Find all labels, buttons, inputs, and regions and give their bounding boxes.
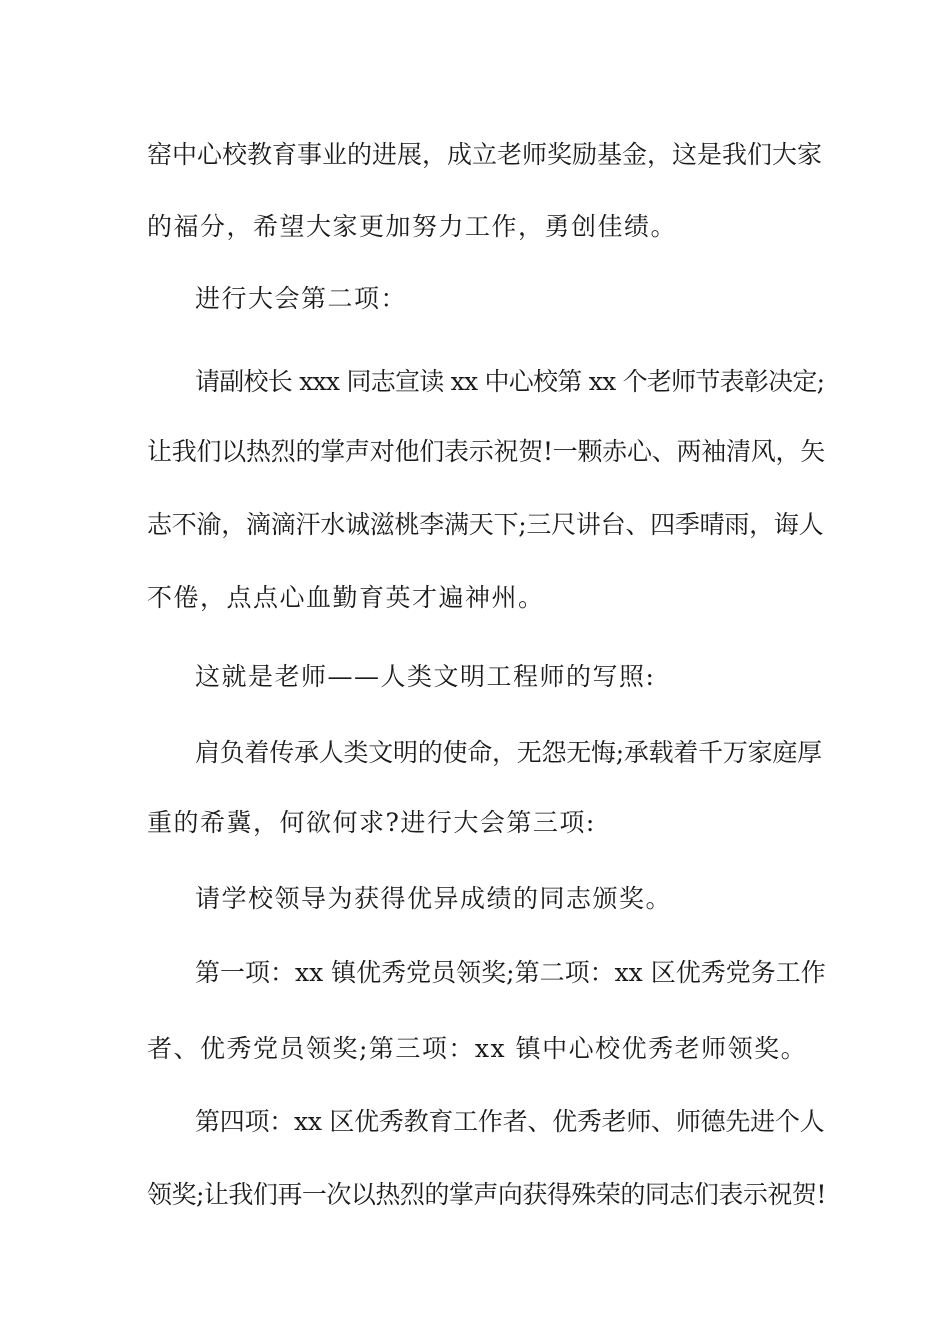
text-line: 窑中心校教育事业的进展，成立老师奖励基金，这是我们大家 bbox=[147, 140, 823, 169]
text-line: 第四项：xx 区优秀教育工作者、优秀老师、师德先进个人 bbox=[195, 1107, 825, 1136]
text-line: 不倦，点点心血勤育英才遍神州。 bbox=[147, 583, 545, 612]
text-line: 者、优秀党员领奖;第三项：xx 镇中心校优秀老师领奖。 bbox=[147, 1034, 808, 1063]
text-line: 重的希冀，何欲何求?进行大会第三项: bbox=[147, 808, 596, 837]
text-line: 让我们以热烈的掌声对他们表示祝贺!一颗赤心、两袖清风，矢 bbox=[147, 437, 826, 466]
text-line: 请副校长 xxx 同志宣读 xx 中心校第 xx 个老师节表彰决定; bbox=[195, 367, 825, 396]
text-line: 请学校领导为获得优异成绩的同志颁奖。 bbox=[195, 884, 673, 913]
text-line: 这就是老师——人类文明工程师的写照: bbox=[195, 662, 656, 691]
paragraph-heading: 进行大会第二项： bbox=[195, 284, 408, 313]
text-line: 领奖;让我们再一次以热烈的掌声向获得殊荣的同志们表示祝贺! bbox=[147, 1180, 826, 1209]
text-line: 的福分，希望大家更加努力工作，勇创佳绩。 bbox=[147, 212, 678, 241]
text-line: 肩负着传承人类文明的使命，无怨无悔;承载着千万家庭厚 bbox=[195, 738, 822, 767]
text-line: 第一项：xx 镇优秀党员领奖;第二项：xx 区优秀党务工作 bbox=[195, 958, 826, 987]
text-line: 志不渝，滴滴汗水诚滋桃李满天下;三尺讲台、四季晴雨，诲人 bbox=[147, 510, 824, 539]
